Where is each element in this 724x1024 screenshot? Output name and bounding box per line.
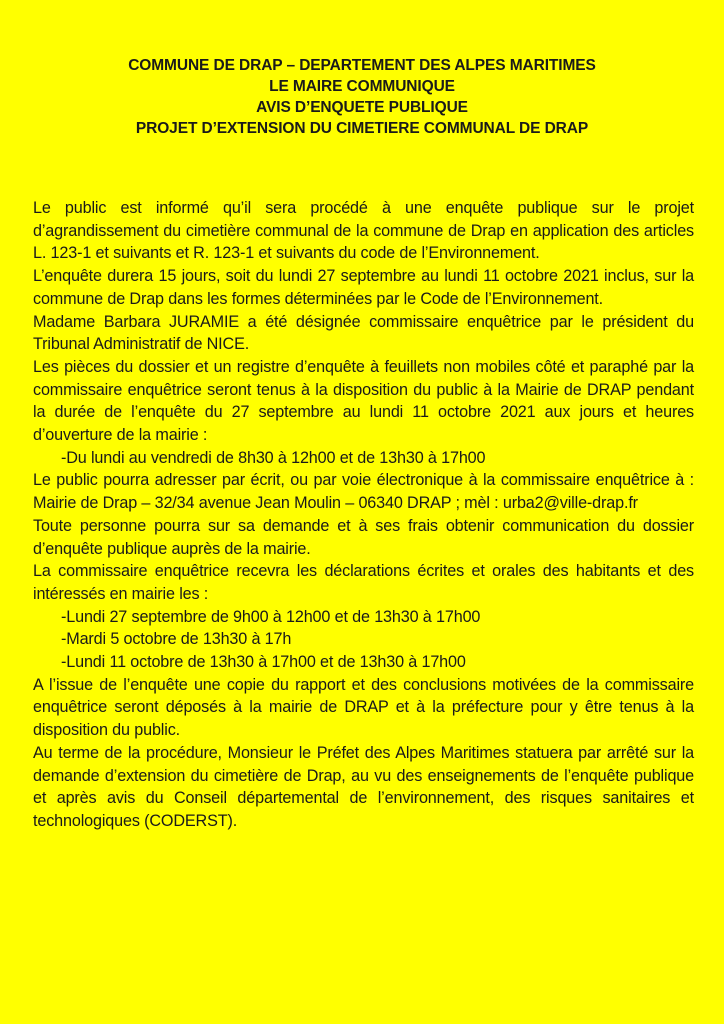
session-item: -Lundi 11 octobre de 13h30 à 17h00 et de 13h30 à 17h00 — [61, 653, 466, 672]
opening-hours: -Du lundi au vendredi de 8h30 à 12h00 et de 13h30 à 17h00 — [61, 448, 486, 467]
paragraph-duration: L’enquête durera 15 jours, soit du lundi 27 septembre au lundi 11 octobre 2021 inclus, sur la commune de Drap dans les formes déterminées par le Code de l’Environnement. — [33, 267, 694, 308]
paragraph-communication: Toute personne pourra sur sa demande et à ses frais obtenir communication du dossier d’enquête publique auprès de la mairie. — [33, 516, 694, 558]
paragraph-commissioner: Madame Barbara JURAMIE a été désignée commissaire enquêtrice par le président du Tribunal Administratif de NICE. — [33, 312, 694, 354]
paragraph-contact: Le public pourra adresser par écrit, ou par voie électronique à la commissaire enquêtrice à : Mairie de Drap – 32/34 avenue Jean Moulin – 06340 DRAP ; mèl : urba2@ville-drap.fr — [33, 471, 694, 513]
paragraph-conclusion: Au terme de la procédure, Monsieur le Préfet des Alpes Maritimes statuera par arrêté sur la demande d’extension du cimetière de Drap, au vu des enseignements de l’enquête publique et après avis du Conseil départemental de l’environnement, des risques sanitaires et technologiques (CODERST). — [33, 743, 694, 830]
paragraph-report: A l’issue de l’enquête une copie du rapport et des conclusions motivées de la commissaire enquêtrice seront déposés à la mairie de DRAP et à la préfecture pour y être tenus à la disposition du public. — [33, 675, 694, 740]
header-notice-title: AVIS D’ENQUETE PUBLIQUE — [256, 99, 468, 116]
header-project-title: PROJET D’EXTENSION DU CIMETIERE COMMUNAL DE DRAP — [135, 120, 589, 137]
header-mayor-line: LE MAIRE COMMUNIQUE — [269, 78, 455, 95]
notice-body — [33, 197, 694, 833]
header-commune-line: COMMUNE DE DRAP – DEPARTEMENT DES ALPES MARITIMES — [128, 57, 596, 74]
session-item: -Lundi 27 septembre de 9h00 à 12h00 et de 13h30 à 17h00 — [61, 607, 481, 626]
session-item: -Mardi 5 octobre de 13h30 à 17h — [61, 630, 292, 649]
notice-header — [0, 55, 724, 139]
paragraph-intro: Le public est informé qu’il sera procédé à une enquête publique sur le projet d’agrandissement du cimetière communal de la commune de Drap en application des articles L. 123-1 et suivants et R. 123-1 et suivants du code de l’Environnement. — [33, 199, 694, 263]
paragraph-documents: Les pièces du dossier et un registre d’enquête à feuillets non mobiles côté et paraphé par la commissaire enquêtrice seront tenus à la disposition du public à la Mairie de DRAP pendant la durée de l’enquête du 27 septembre au lundi 11 octobre 2021 aux jours et heures d’ouverture de la mairie : — [33, 357, 694, 445]
paragraph-sessions-intro: La commissaire enquêtrice recevra les déclarations écrites et orales des habitants et des intéressés en mairie les : — [33, 562, 694, 603]
